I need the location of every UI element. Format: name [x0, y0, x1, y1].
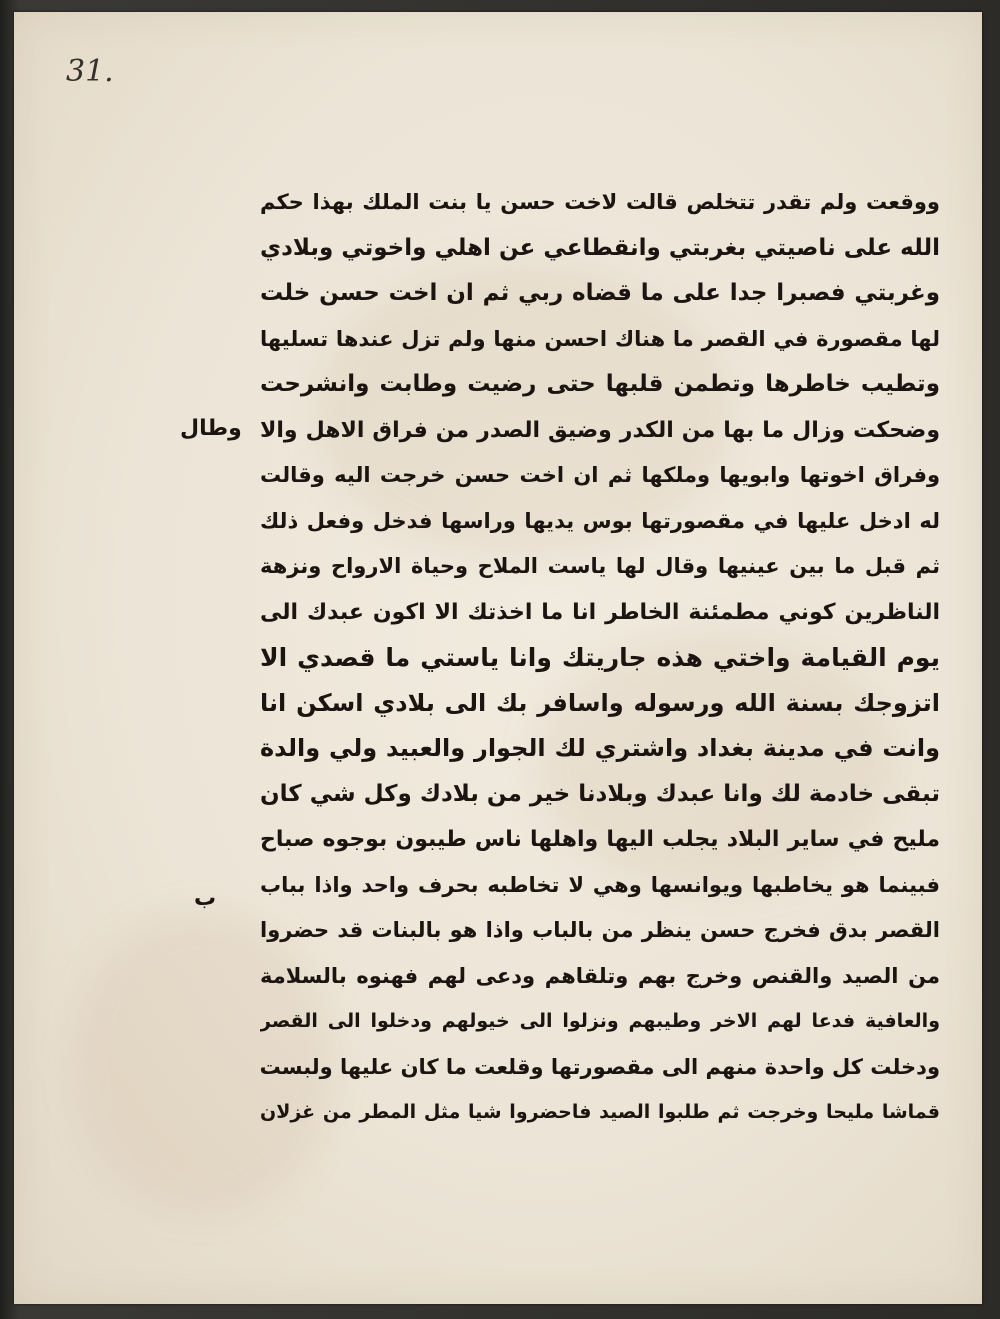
text-line: ودخلت كل واحدة منهم الى مقصورتها وقلعت ما كان عليها ولبست: [260, 1054, 940, 1079]
text-line: يوم القيامة واختي هذه جاريتك وانا ياستي ما قصدي الا: [260, 643, 940, 672]
page-number: 31.: [66, 54, 114, 89]
margin-note: وطال: [180, 416, 242, 441]
margin-note: ب: [194, 886, 217, 911]
text-line: من الصيد والقنص وخرج بهم وتلقاهم ودعى لهم فهنوه بالسلامة: [260, 963, 940, 988]
manuscript-page: [14, 12, 982, 1304]
text-line: لها مقصورة في القصر ما هناك احسن منها ولم تزل عندها تسليها: [260, 326, 940, 351]
text-line: فبينما هو يخاطبها ويوانسها وهي لا تخاطبه بحرف واحد واذا بباب: [260, 872, 940, 897]
text-line: مليح في ساير البلاد يجلب اليها واهلها ناس طيبون بوجوه صباح: [260, 827, 940, 852]
text-line: وانت في مدينة بغداد واشتري لك الجوار والعبيد ولي والدة: [260, 734, 940, 762]
text-line: الله على ناصيتي بغربتي وانقطاعي عن اهلي واخوتي وبلادي: [260, 234, 940, 261]
text-line: وتطيب خاطرها وتطمن قلبها حتى رضيت وطابت وانشرحت: [260, 371, 940, 397]
text-line: ووقعت ولم تقدر تتخلص قالت لاخت حسن يا بنت الملك بهذا حكم: [260, 190, 940, 214]
manuscript-text-block: [260, 180, 940, 1136]
text-line: والعافية فدعا لهم الاخر وطيبهم ونزلوا الى خيولهم ودخلوا الى القصر: [260, 1010, 940, 1032]
text-line: اتزوجك بسنة الله ورسوله واسافر بك الى بلادي اسكن انا: [260, 688, 940, 717]
text-line: وفراق اخوتها وابويها وملكها ثم ان اخت حسن خرجت اليه وقالت: [260, 463, 940, 487]
text-line: ثم قبل ما بين عينيها وقال لها ياست الملاح وحياة الارواح ونزهة: [260, 554, 940, 578]
text-line: القصر بدق فخرج حسن ينظر من بالباب واذا هو بالبنات قد حضروا: [260, 918, 940, 942]
text-line: الناظرين كوني مطمئنة الخاطر انا ما اخذتك الا اكون عبدك الى: [260, 599, 940, 625]
text-line: قماشا مليحا وخرجت ثم طلبوا الصيد فاحضروا شيا مثل المطر من غزلان: [260, 1101, 940, 1123]
text-line: وغربتي فصبرا جدا على ما قضاه ربي ثم ان اخت حسن خلت: [260, 280, 940, 306]
text-line: وضحكت وزال ما بها من الكدر وضيق الصدر من فراق الاهل والا: [260, 417, 940, 443]
text-line: له ادخل عليها في مقصورتها بوس يديها وراسها فدخل وفعل ذلك: [260, 508, 940, 533]
text-line: تبقى خادمة لك وانا عبدك وبلادنا خير من بلادك وكل شي كان: [260, 780, 940, 807]
